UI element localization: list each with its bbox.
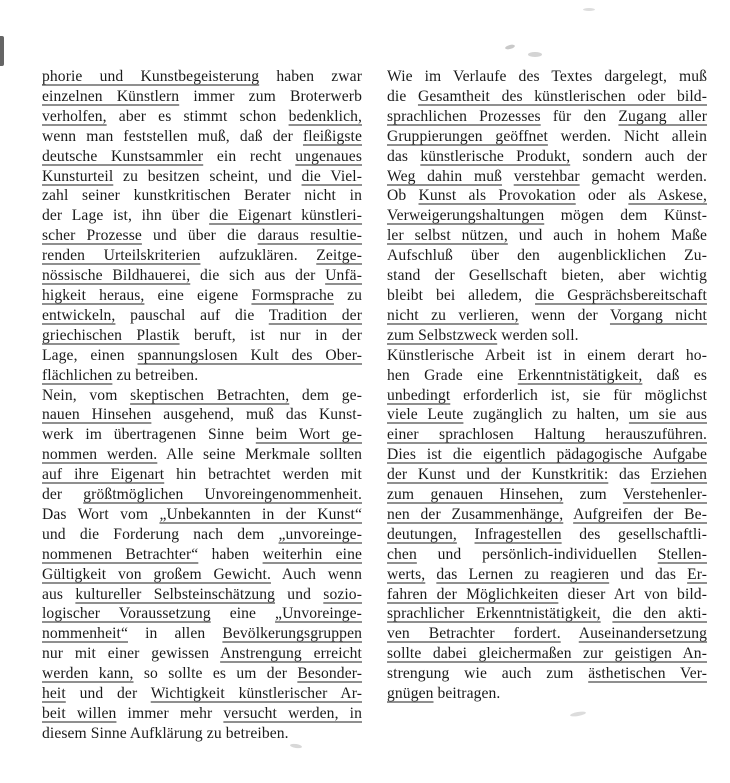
text-line — [387, 565, 707, 585]
text-line — [387, 147, 707, 167]
text-line — [42, 366, 362, 386]
pencil-underlined-text: der Kunst und der Kunstkritik: — [387, 466, 609, 484]
text-line — [387, 624, 707, 644]
pencil-underlined-text: verholfen, — [42, 107, 107, 125]
pencil-underlined-text: nommenheit“ — [42, 625, 128, 643]
pencil-underlined-text: entwickeln, — [42, 306, 116, 324]
text-segment: erforderlich ist, sie für möglichst — [450, 386, 707, 404]
text-line — [42, 465, 362, 485]
text-segment: gemacht werden. — [579, 167, 708, 185]
pencil-underlined-text: Erkenntnistätigkeit, — [517, 366, 643, 384]
text-line — [42, 644, 362, 664]
text-segment: Aufschluß über den augenblicklichen Zu- — [387, 247, 707, 265]
pencil-underlined-text: fleißigste — [302, 127, 362, 145]
pencil-underlined-text: daraus resultie- — [257, 227, 362, 245]
text-line — [387, 326, 707, 346]
text-line — [42, 565, 362, 585]
text-segment: das — [608, 466, 651, 484]
pencil-underlined-text: phorie und Kunstbegeisterung — [42, 68, 260, 85]
text-line — [42, 226, 362, 246]
pencil-underlined-text: die Viel- — [301, 167, 362, 185]
text-segment: eine — [210, 605, 276, 623]
pencil-underlined-text: Vorgang nicht — [609, 306, 707, 324]
pencil-underlined-text: Dies ist die eigentlich pädagogische Aufgabe — [387, 446, 707, 464]
pencil-underlined-text: Unfä- — [325, 267, 362, 285]
text-segment: mögen dem Künst- — [544, 207, 707, 225]
text-segment: daß es — [642, 366, 707, 384]
text-line — [42, 266, 362, 286]
pencil-underlined-text: Wichtigkeit künstlerischer Ar- — [150, 685, 362, 703]
pencil-underlined-text: heit — [42, 685, 66, 703]
pencil-underlined-text: die den akti- — [612, 605, 707, 623]
pencil-underlined-text: beim Wort ge- — [255, 426, 362, 444]
pencil-underlined-text: logischer Voraussetzung — [42, 605, 211, 623]
pencil-underlined-text: zum genauen Hinsehen, — [387, 486, 564, 504]
pencil-underlined-text: Gesamtheit des künstlerischen oder bild- — [417, 87, 707, 105]
pencil-underlined-text: Infragestellen — [474, 525, 562, 543]
text-line — [42, 604, 362, 624]
text-segment: nur mit einer gewissen — [42, 645, 221, 663]
text-line — [42, 445, 362, 465]
text-line — [387, 465, 707, 485]
text-segment: und das — [609, 565, 688, 583]
pencil-underlined-text: um sie aus — [628, 406, 707, 424]
text-segment: zahl seiner kunstkritischen Berater nicht in — [42, 187, 362, 205]
text-segment: zugänglich zu halten, — [463, 406, 629, 424]
text-segment: Alle seine Merkmale sollten — [157, 446, 362, 464]
pencil-underlined-text: „unvoreinge- — [278, 525, 362, 543]
pencil-underlined-text: Anstrengung erreicht — [220, 645, 362, 663]
text-segment: und persönlich-individuellen — [416, 545, 658, 563]
text-segment: Das Wort vom — [42, 505, 160, 523]
text-line — [42, 167, 362, 187]
text-segment: und auch in hohem Maße — [507, 227, 707, 245]
text-segment: und die Forderung nach dem — [42, 525, 279, 543]
text-line — [387, 505, 707, 525]
text-line — [42, 326, 362, 346]
text-segment: zu besitzen scheint, und — [113, 167, 302, 185]
text-segment — [457, 526, 475, 543]
pencil-underlined-text: das Lernen zu reagieren — [436, 565, 610, 583]
pencil-underlined-text: nicht zu verlieren, — [387, 306, 519, 324]
pencil-underlined-text: skeptischen Betrachten, — [130, 386, 290, 404]
text-line — [387, 664, 707, 684]
text-segment: aber es stimmt schon — [106, 107, 289, 125]
text-line — [387, 684, 707, 704]
text-line — [42, 206, 362, 226]
text-segment: Nein, vom — [42, 386, 131, 404]
text-segment: dem ge- — [289, 386, 362, 404]
pencil-underlined-text: Kunst als Provokation — [418, 187, 576, 205]
text-segment: für den — [540, 107, 619, 125]
text-segment: werden soll. — [497, 326, 579, 344]
text-line — [42, 704, 362, 724]
pencil-underlined-text: Gültigkeit von großem Gewicht. — [42, 565, 271, 583]
text-segment: und der — [65, 685, 151, 703]
text-segment: zum — [563, 486, 623, 504]
text-line — [387, 246, 707, 266]
text-line — [387, 545, 707, 565]
pencil-underlined-text: ven Betrachter fordert. — [387, 625, 561, 643]
text-line — [387, 286, 707, 306]
pencil-underlined-text: Auseinandersetzung — [578, 625, 708, 643]
pencil-underlined-text: Verweigerungshaltungen — [387, 207, 545, 225]
pencil-underlined-text: fahren der Möglichkeiten — [387, 585, 559, 603]
pencil-underlined-text: Verstehenler- — [622, 486, 707, 504]
text-line — [42, 346, 362, 366]
text-segment: zu betreiben. — [112, 366, 199, 384]
pencil-underlined-text: die Eigenart künstleri- — [209, 207, 363, 225]
pencil-underlined-text: sollte dabei gleichermaßen zur geistigen An- — [387, 645, 707, 663]
pencil-underlined-text: die Gesprächsbereitschaft — [535, 286, 707, 304]
text-line — [42, 67, 362, 87]
text-segment: immer zum Broterwerb — [179, 87, 362, 105]
pencil-underlined-text: beit willen — [42, 705, 117, 722]
pencil-underlined-text: nommenen Betrachter“ — [42, 545, 199, 563]
text-segment: bleibt bei alledem, — [387, 286, 536, 304]
text-segment: oder — [575, 187, 629, 205]
text-segment: wenn man feststellen muß, daß der — [42, 127, 303, 145]
pencil-underlined-text: größtmöglichen Unvoreingenommenheit. — [83, 486, 362, 504]
pencil-underlined-text: Stellen- — [657, 545, 707, 563]
pencil-underlined-text: Formsprache — [251, 286, 334, 304]
text-line — [387, 604, 707, 624]
pencil-underlined-text: Gruppierungen geöffnet — [387, 127, 548, 145]
text-segment: hen Grade eine — [387, 366, 518, 384]
text-segment: wenn der — [518, 306, 610, 324]
text-line — [42, 485, 362, 505]
text-line — [42, 107, 362, 127]
pencil-underlined-text: higkeit heraus, — [42, 286, 145, 304]
pencil-underlined-text: Besonder- — [297, 665, 363, 683]
text-segment: Künstlerische Arbeit ist in einem derart ho- — [387, 346, 707, 364]
text-line — [42, 147, 362, 167]
text-segment: werk im übertragenen Sinne — [42, 426, 256, 444]
pencil-underlined-text: „Unbekannten in der Kunst“ — [159, 505, 362, 523]
text-segment: aufzuklären. — [200, 247, 317, 265]
pencil-underlined-text: versucht werden, in — [223, 705, 362, 722]
text-segment: diesem Sinne Aufklärung zu betreiben. — [42, 724, 289, 742]
text-line — [42, 624, 362, 644]
text-segment: die sich aus der — [190, 267, 326, 285]
text-line — [387, 425, 707, 445]
text-segment: die — [387, 87, 418, 105]
text-segment: haben — [198, 545, 263, 563]
text-segment: und über die — [141, 227, 258, 245]
text-line — [42, 286, 362, 306]
text-line — [42, 127, 362, 147]
pencil-underlined-text: ästhetischen Ver- — [588, 665, 707, 683]
pencil-underlined-text: einer sprachlosen Haltung herauszuführen. — [387, 426, 707, 444]
text-line — [387, 445, 707, 465]
pencil-underlined-text: Erziehen — [650, 466, 708, 484]
text-line — [42, 664, 362, 684]
pencil-underlined-text: zum Selbstzweck — [387, 326, 498, 344]
text-segment: zu — [333, 286, 362, 304]
text-line — [387, 67, 707, 87]
pencil-underlined-text: Zeitge- — [316, 247, 362, 265]
pencil-underlined-text: viele Leute — [387, 406, 464, 424]
text-segment: werden. Nicht allein — [547, 127, 707, 145]
pencil-underlined-text: nen der Zusammenhänge, — [387, 505, 564, 523]
pencil-underlined-text: ler selbst nützen, — [387, 227, 508, 245]
text-segment: und — [275, 585, 324, 603]
text-line — [387, 346, 707, 366]
text-line — [387, 585, 707, 605]
text-segment: Auch wenn — [270, 565, 362, 583]
text-segment: dieser Art von bild- — [558, 585, 708, 603]
text-segment: pauschal auf die — [115, 306, 269, 324]
pencil-underlined-text: nauen Hinsehen — [42, 406, 152, 424]
pencil-underlined-text: flächlichen — [42, 366, 113, 384]
text-segment: der — [42, 486, 84, 504]
pencil-underlined-text: ungenaues — [295, 147, 362, 165]
text-line — [387, 87, 707, 107]
text-segment: das — [387, 147, 421, 165]
text-line — [387, 405, 707, 425]
text-segment — [425, 566, 436, 583]
text-line — [387, 386, 707, 406]
text-line — [42, 87, 362, 107]
text-segment: in allen — [127, 625, 223, 643]
text-line — [42, 306, 362, 326]
text-line — [42, 525, 362, 545]
text-segment: Ob — [387, 187, 419, 205]
pencil-underlined-text: auf ihre Eigenart — [42, 466, 165, 484]
text-segment: beruft, ist nur in der — [179, 326, 362, 344]
pencil-underlined-text: Zugang aller — [618, 107, 708, 125]
pencil-underlined-text: einzelnen Künstlern — [42, 87, 180, 105]
pencil-underlined-text: deutsche Kunstsammler — [42, 147, 204, 165]
pencil-underlined-text: nommen werden. — [42, 446, 158, 464]
text-line — [42, 405, 362, 425]
text-line — [42, 545, 362, 565]
text-line — [387, 206, 707, 226]
pencil-underlined-text: sozio- — [323, 585, 362, 603]
text-segment: strengung wie auch zum — [387, 665, 589, 683]
text-segment — [563, 506, 573, 523]
text-line — [387, 186, 707, 206]
pencil-underlined-text: deutungen, — [387, 525, 457, 543]
pencil-underlined-text: Aufgreifen der Be- — [573, 505, 707, 523]
text-line — [387, 127, 707, 147]
pencil-underlined-text: als Askese, — [628, 187, 707, 205]
pencil-underlined-text: Kunsturteil — [42, 167, 114, 185]
column-right — [387, 67, 707, 744]
text-segment — [502, 168, 514, 185]
pencil-underlined-text: griechischen Plastik — [42, 326, 180, 344]
text-segment: ein recht — [203, 147, 296, 165]
pencil-underlined-text: renden Urteilskriterien — [42, 247, 201, 265]
text-line — [42, 186, 362, 206]
text-line — [42, 386, 362, 406]
text-line — [42, 246, 362, 266]
text-segment: eine eigene — [144, 286, 252, 304]
text-line — [387, 644, 707, 664]
text-line — [42, 724, 362, 744]
pencil-underlined-text: Bevölkerungsgruppen — [222, 625, 362, 643]
pencil-underlined-text: scher Prozesse — [42, 227, 142, 245]
text-line — [387, 485, 707, 505]
pencil-underlined-text: werts, — [387, 565, 426, 583]
text-line — [387, 306, 707, 326]
text-segment: sondern auch der — [570, 147, 707, 165]
text-segment: beitragen. — [433, 685, 501, 703]
pencil-underlined-text: Tradition der — [268, 306, 362, 324]
text-line — [42, 425, 362, 445]
pencil-underlined-text: Weg dahin muß — [387, 167, 503, 185]
column-left — [42, 67, 362, 744]
scan-artifact — [290, 743, 302, 749]
pencil-underlined-text: unbedingt — [387, 386, 451, 404]
pencil-underlined-text: Er- — [687, 565, 707, 583]
text-segment: ausgehend, muß das Kunst- — [151, 406, 362, 424]
pencil-underlined-text: weiterhin eine — [262, 545, 362, 563]
pencil-underlined-text: künstlerische Produkt, — [420, 147, 571, 165]
text-line — [387, 266, 707, 286]
pencil-underlined-text: kultureller Selbsteinschätzung — [75, 585, 276, 603]
pencil-underlined-text: gnügen — [387, 685, 434, 703]
text-line — [42, 684, 362, 704]
pencil-underlined-text: sprachlichen Prozesses — [387, 107, 541, 125]
text-line — [387, 107, 707, 127]
text-segment: Wie im Verlaufe des Textes dargelegt, muß — [387, 68, 707, 85]
text-segment — [601, 605, 613, 622]
text-line — [387, 226, 707, 246]
text-segment: hin betrachtet werden mit — [164, 466, 362, 484]
pencil-underlined-text: chen — [387, 545, 417, 563]
text-line — [42, 505, 362, 525]
text-segment: Lage, einen — [42, 346, 138, 364]
pencil-underlined-text: nössische Bildhauerei, — [42, 267, 191, 285]
pencil-underlined-text: „Unvoreinge- — [275, 605, 362, 623]
pencil-underlined-text: verstehbar — [513, 167, 580, 185]
text-line — [387, 167, 707, 187]
text-segment — [561, 625, 579, 642]
text-segment: des gesellschaftli- — [561, 525, 707, 543]
pencil-underlined-text: sprachlicher Erkenntnistätigkeit, — [387, 605, 601, 623]
text-line — [387, 366, 707, 386]
pencil-underlined-text: bedenklich, — [288, 107, 362, 125]
text-segment: stand der Gesellschaft bieten, aber wichtig — [387, 267, 707, 285]
pencil-underlined-text: werden kann, — [42, 665, 134, 683]
text-segment: so sollte es um der — [133, 665, 298, 683]
pencil-underlined-text: spannungslosen Kult des Ober- — [137, 346, 362, 364]
text-segment: aus — [42, 585, 76, 603]
text-line — [42, 585, 362, 605]
text-line — [387, 525, 707, 545]
text-segment: immer mehr — [116, 705, 224, 722]
text-segment: der Lage ist, ihn über — [42, 207, 210, 225]
text-segment: haben zwar — [259, 68, 362, 85]
